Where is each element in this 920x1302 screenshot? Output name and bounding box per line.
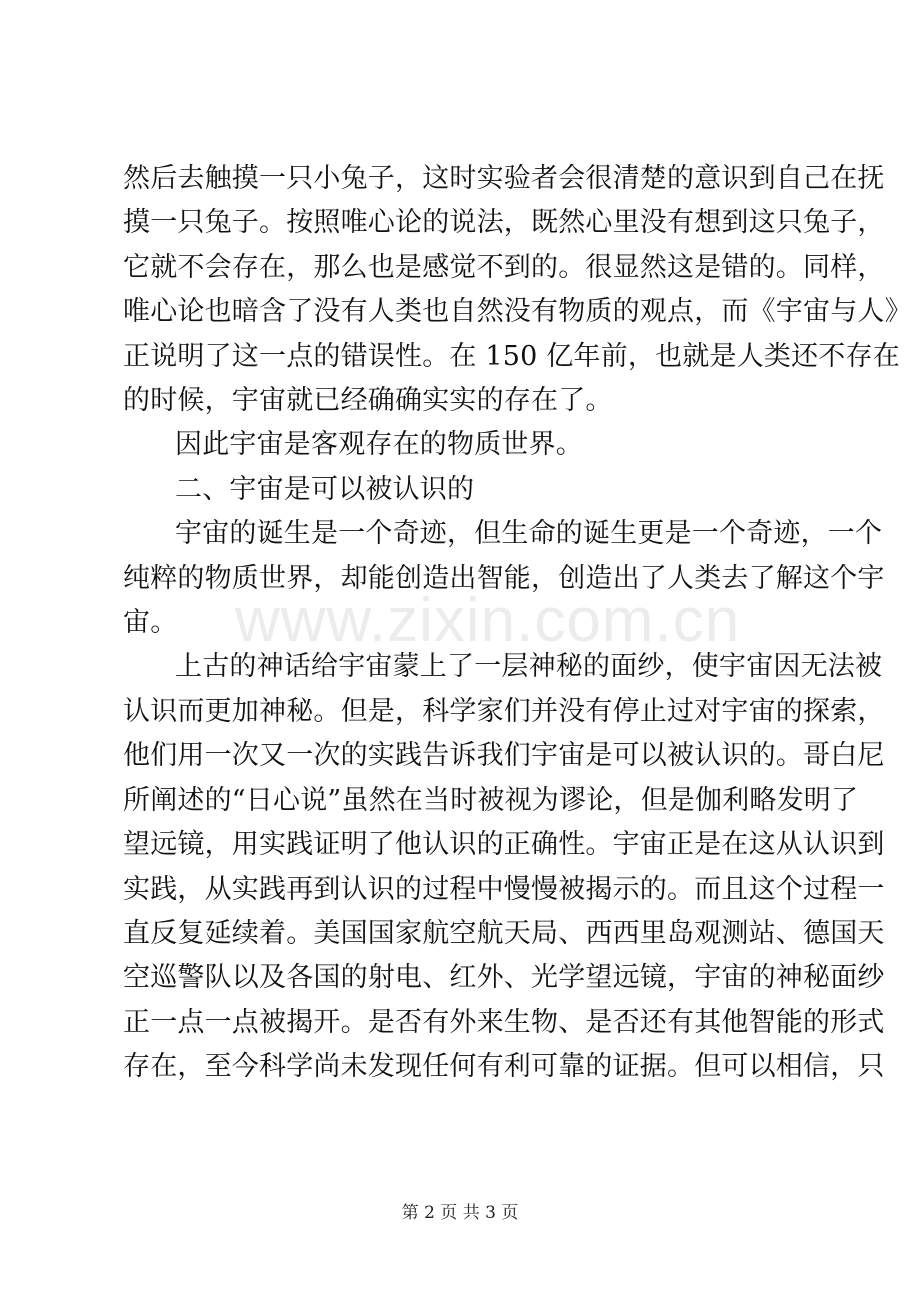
text-line: 所阐述的“日心说”虽然在当时被视为谬论，但是伽利略发明了 — [123, 784, 859, 816]
text-line: 望远镜，用实践证明了他认识的正确性。宇宙正是在这从认识到 — [123, 829, 885, 861]
text-line: 它就不会存在，那么也是感觉不到的。很显然这是错的。同样， — [123, 251, 885, 283]
paragraph — [123, 423, 813, 467]
paragraph — [123, 468, 813, 512]
paragraph — [123, 157, 912, 423]
text-line: 然后去触摸一只小兔子，这时实验者会很清楚的意识到自己在抚 — [123, 163, 885, 194]
text-line: 正说明了这一点的错误性。在 150 亿年前，也就是人类还不存在 — [123, 340, 900, 372]
text-line: 直反复延续着。美国国家航空航天局、西西里岛观测站、德国天 — [123, 917, 885, 949]
paragraph — [123, 645, 885, 1089]
text-line: 正一点一点被揭开。是否有外来生物、是否还有其他智能的形式 — [123, 1006, 885, 1038]
text-line: 摸一只兔子。按照唯心论的说法，既然心里没有想到这只兔子， — [123, 207, 885, 239]
text-line: 实践，从实践再到认识的过程中慢慢被揭示的。而且这个过程一 — [123, 873, 885, 905]
text-line: 空巡警队以及各国的射电、红外、光学望远镜，宇宙的神秘面纱 — [123, 962, 885, 994]
text-line: 存在，至今科学尚未发现任何有利可靠的证据。但可以相信，只 — [123, 1051, 885, 1083]
paragraph — [123, 512, 885, 645]
text-line: 宙。 — [123, 607, 178, 639]
text-line: 他们用一次又一次的实践告诉我们宇宙是可以被认识的。哥白尼 — [123, 740, 885, 772]
body-text — [123, 157, 912, 1090]
text-line: 认识而更加神秘。但是，科学家们并没有停止过对宇宙的探索， — [123, 695, 885, 727]
text-line: 因此宇宙是客观存在的物质世界。 — [175, 429, 583, 461]
text-line: 唯心论也暗含了没有人类也自然没有物质的观点，而《宇宙与人》 — [123, 296, 912, 328]
text-line: 宇宙的诞生是一个奇迹，但生命的诞生更是一个奇迹，一个 — [175, 518, 883, 550]
watermark: www.zixin.com.cn — [235, 586, 741, 655]
text-line: 纯粹的物质世界，却能创造出智能，创造出了人类去了解这个宇 — [123, 562, 885, 594]
page-footer: 第 2 页 共 3 页 — [401, 1203, 519, 1223]
text-line: 上古的神话给宇宙蒙上了一层神秘的面纱，使宇宙因无法被 — [175, 651, 883, 683]
text-line: 的时候，宇宙就已经确确实实的存在了。 — [123, 385, 613, 417]
text-line: 二、宇宙是可以被认识的 — [175, 473, 475, 505]
